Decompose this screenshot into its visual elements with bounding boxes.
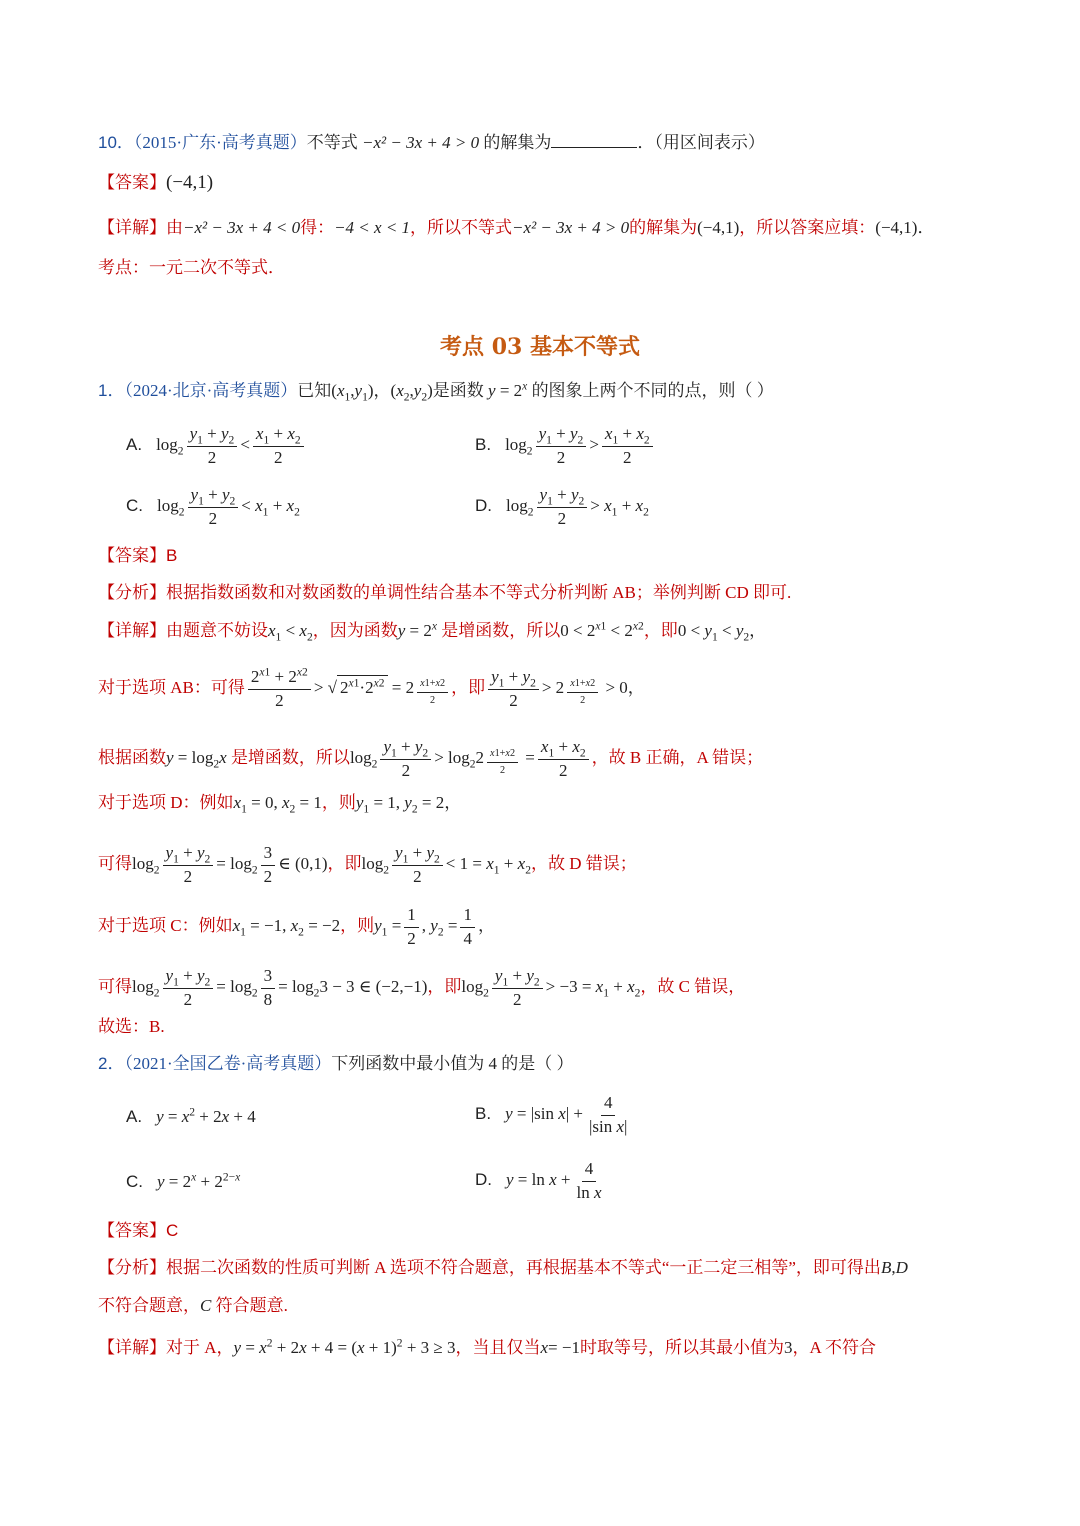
section-title: 考点 03 基本不等式 [440,334,640,360]
detail-text: ，故 C 错误， [640,977,746,997]
q2-option-a[interactable]: A. $y = x^2 + 2x + 4$ [126,1105,256,1126]
q2-analysis: 【分析】根据二次函数的性质可判断 A 选项不符合题意，再根据基本不等式“一正二定三相等”，即可得出B,D [98,1258,908,1277]
detail-text: 可得 [98,977,132,997]
analysis-tag: 【分析】 [98,583,166,602]
q1-stem-text: 已知 [297,381,332,400]
q2-detail: 【详解】对于 A，$y = x^2 + 2x + 4 = (x + 1)^2 + 3 \ge 3$，当且仅当x= −1时取等号，所以其最小值为3，A 不符合 [98,1336,877,1357]
q1-analysis-text: 根据指数函数和对数函数的单调性结合基本不等式分析判断 AB；举例判断 CD 即可. [166,583,792,602]
q10-detail-text: 得： [300,218,335,237]
detail-text: 由题意不妨设 [166,621,268,640]
q10-inequality: −x² − 3x + 4 > 0 [362,133,480,152]
detail-text: ，即 [643,621,678,640]
q1-detail-line-1: 【详解】由题意不妨设$x_1 < x_2$，因为函数$y = 2^x$ 是增函数，所以$0 < 2^{x1} < 2^{x2}$，即$0 < y_1 < y_2$， [98,619,767,644]
q10-answer-blank [551,133,637,148]
q10-detail-math: −4 < x < 1 [334,218,411,237]
detail-text: ，则 [321,793,356,812]
q1-detail-line-2: 对于选项 AB：可得 $\frac{2^{x1} + 2^{x2}}{2}$ > √ $2^{x1}\cdot 2^{x2} = 2$ $\frac{x1+x2}{2}$ ，即 $\frac{y_1 + y_2}{2}$ > 2 $\frac{x1+x2}{2}$ > 0， [98,665,645,710]
q1-option-c[interactable]: C. $\log_2$ $\frac{y_1 + y_2}{2}$ < $x_1 + x_2$ [126,485,300,528]
q1-option-d[interactable]: D. $\log_2$ $\frac{y_1 + y_2}{2}$ > $x_1 + x_2$ [475,485,649,528]
detail-text: ，故 D 错误； [530,854,637,874]
detail-text: 根据函数 [98,748,166,768]
q10-stem-text-3: ．（用区间表示） [637,133,765,152]
detail-text: ，则 [340,916,375,936]
q1-detail-line-4: 对于选项 D：例如$x_1 = 0$, $x_2 = 1$，则$y_1 = 1$, $y_2 = 2$， [98,793,462,816]
q2-source: （2021·全国乙卷·高考真题） [124,1054,332,1073]
detail-text: 对于选项 AB：可得 [98,678,245,698]
q10-detail [98,219,934,236]
detail-tag: 【详解】 [98,218,166,237]
option-label: C. [126,1172,143,1191]
q1-answer [98,547,177,564]
q1-option-a[interactable]: A. $\log_2$ $\frac{y_1 + y_2}{2}$ < $\frac{x_1 + x_2}{2}$ [126,425,307,467]
option-label: B. [475,1104,492,1124]
q10-detail-text: ，所以不等式 [410,218,513,237]
answer-tag: 【答案】 [98,173,166,192]
q2-analysis-text: 不符合题意， [98,1296,200,1315]
q2-number: 2． [98,1054,125,1073]
option-label: D. [475,496,492,516]
q10-stem [98,133,765,151]
q2-option-c[interactable]: C. $y = 2^x + 2^{2-x}$ [126,1170,241,1191]
detail-text: 对于选项 D：例如 [98,793,234,812]
detail-text: 对于选项 C：例如 [98,916,233,936]
q1-stem: 1．（2024·北京·高考真题）已知$(x_1,y_1)$，$(x_2,y_2)$是函数 $y = 2^x$ 的图象上两个不同的点，则（ ） [98,379,774,404]
q1-detail-line-7: 可得$\log_2$ $\frac{y_1 + y_2}{2}$ = $\log_2$ $\frac{3}{8}$ = $\log_23 - 3$ ∈ (−2,−1)，即$\log_2$ $\frac{y_1 + y_2}{2}$ > $-3 = x_1 + x_2$，故 C 错误， [98,966,746,1009]
option-label: C. [126,496,143,516]
q10-detail-text: 由 [166,218,183,237]
q10-answer [98,173,213,192]
detail-text: 是增函数，所以 [230,748,350,768]
option-label: D. [475,1170,492,1190]
q10-answer-value: (−4,1) [166,172,214,193]
q2-stem-text: 下列函数中最小值为 4 的是（ ） [331,1054,574,1073]
detail-text: ，当且仅当 [455,1338,541,1357]
q10-detail-text: ． [917,218,935,237]
detail-text: 对于 A， [166,1338,234,1357]
q2-stem [98,1055,574,1072]
analysis-tag: 【分析】 [98,1258,166,1277]
option-label: B. [475,435,492,455]
q1-analysis [98,584,791,601]
q2-answer [98,1222,178,1239]
q10-detail-math: −x² − 3x + 4 < 0 [183,218,301,237]
detail-tag: 【详解】 [98,1338,166,1357]
option-label: A. [126,1107,143,1126]
q10-number: 10． [98,133,134,152]
answer-tag: 【答案】 [98,546,166,565]
q10-kaodian: 考点：一元二次不等式． [98,258,285,277]
detail-text: 是增函数，所以 [441,621,561,640]
detail-text: ，因为函数 [312,621,398,640]
q1-detail-line-5: 可得$\log_2$ $\frac{y_1 + y_2}{2}$ = $\log_2$ $\frac{3}{2}$ ∈ (0,1)，即$\log_2$ $\frac{y_1 + y_2}{2}$ < $1 = x_1 + x_2$，故 D 错误； [98,843,637,886]
q2-answer-value: C [166,1221,179,1240]
q1-choose: 故选：B. [98,1017,165,1036]
q1-answer-value: B [166,546,178,565]
detail-text: 可得 [98,854,132,874]
q2-analysis-text: 根据二次函数的性质可判断 A 选项不符合题意，再根据基本不等式“一正二定三相等”，即可得出 [166,1258,881,1277]
q10-detail-math: (−4,1) [697,218,740,237]
detail-text: ，故 B 正确，A 错误； [591,748,764,768]
q10-source: （2015·广东·高考真题） [133,133,307,152]
detail-tag: 【详解】 [98,621,166,640]
q10-stem-text-2: 的解集为 [483,133,552,152]
q10-detail-text: 的解集为 [629,218,698,237]
option-label: A. [126,435,143,455]
q1-stem-text-2: 是函数 [432,381,484,400]
detail-text: 时取等号，所以其最小值为 [579,1338,784,1357]
detail-text: ，A 不符合 [792,1338,877,1357]
answer-tag: 【答案】 [98,1221,166,1240]
q1-detail-line-3: 根据函数$y = \log_2x$ 是增函数，所以$\log_2$ $\frac{y_1 + y_2}{2}$ > $\log_22$ $\frac{x1+x2}{2}$ = $\frac{x_1 + x_2}{2}$ ，故 B 正确，A 错误； [98,737,764,780]
q1-source: （2024·北京·高考真题） [124,381,298,400]
q10-detail-text: ，所以答案应填： [739,218,876,237]
q2-analysis-line-2: 不符合题意，C 符合题意. [98,1296,288,1315]
q2-option-b[interactable]: B. y = |sin x| + $\frac{4}{\text{|sin x|}}$ [475,1093,628,1136]
q10-stem-text: 不等式 [306,133,358,152]
q10-detail-math: −x² − 3x + 4 > 0 [512,218,630,237]
detail-text: ，即 [427,977,462,997]
q10-detail-math: (−4,1) [875,218,918,237]
q1-option-b[interactable]: B. $\log_2$ $\frac{y_1 + y_2}{2}$ > $\frac{x_1 + x_2}{2}$ [475,425,656,467]
detail-text: ，即 [327,854,362,874]
q1-stem-text-3: 的图象上两个不同的点，则（ ） [531,381,774,400]
detail-text: ，即 [451,678,486,698]
q1-number: 1． [98,381,125,400]
q2-analysis-text: 符合题意. [215,1296,288,1315]
q1-detail-line-6: 对于选项 C：例如$x_1 = -1$, $x_2 = -2$，则$y_1$ = $\frac{1}{2}$ , $y_2$ = $\frac{1}{4}$ ， [98,905,495,948]
q2-option-d[interactable]: D. y = ln x + $\frac{4}{\text{ln x}}$ [475,1159,602,1202]
